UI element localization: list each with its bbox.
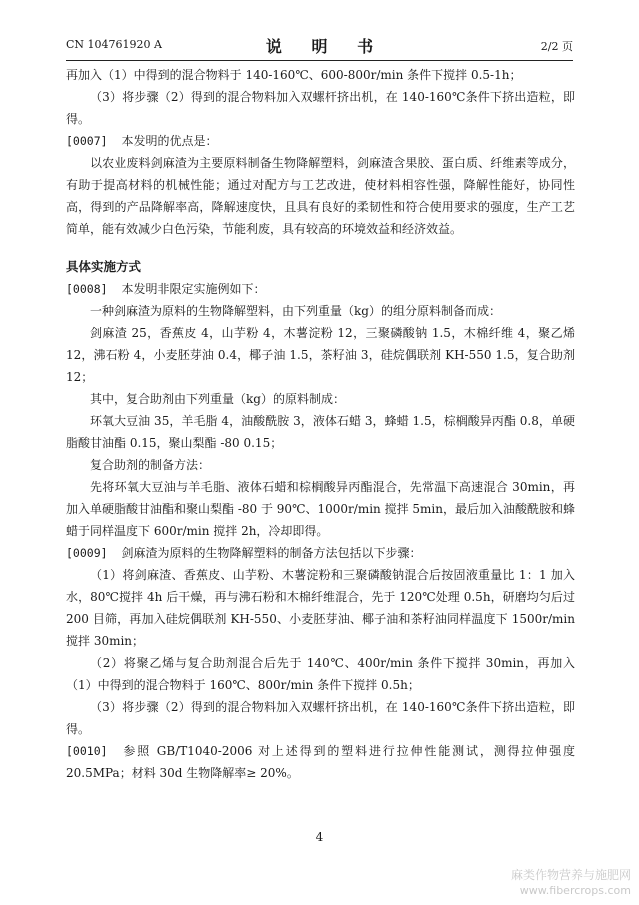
- paragraph: （3）将步骤（2）得到的混合物料加入双螺杆挤出机，在 140-160℃条件下挤出造粒，即得。: [66, 700, 575, 736]
- paragraph: [0009] 剑麻渣为原料的生物降解塑料的制备方法包括以下步骤：: [66, 546, 422, 560]
- document-body: [66, 64, 575, 784]
- paragraph: 先将环氧大豆油与羊毛脂、液体石蜡和棕榈酸异丙酯混合，先常温下高速混合 30min，再加入单硬脂酸甘油酯和聚山梨酯 -80 于 90℃、1000r/min 搅拌 5min，最后加入油酸酰胺和蜂蜡于同样温度下 600r/min 搅拌 2h，冷却即得。: [66, 480, 575, 538]
- section-heading: 具体实施方式: [66, 259, 142, 274]
- page-number: 4: [315, 830, 324, 844]
- paragraph: 一种剑麻渣为原料的生物降解塑料，由下列重量（kg）的组分原料制备而成：: [90, 304, 501, 318]
- paragraph: 再加入（1）中得到的混合物料于 140-160℃、600-800r/min 条件下搅拌 0.5-1h；: [66, 68, 522, 82]
- page-title: 说 明 书: [265, 37, 386, 56]
- paragraph-number: [0010]: [66, 744, 108, 758]
- paragraph-number: [0009]: [66, 546, 108, 560]
- paragraph: 复合助剂的制备方法：: [90, 458, 211, 472]
- watermark-url: www.fibercrops.com: [519, 884, 631, 897]
- paragraph-number: [0007]: [66, 134, 108, 148]
- paragraph: [0008] 本发明非限定实施例如下：: [66, 282, 266, 296]
- paragraph: 其中，复合助剂由下列重量（kg）的原料制成：: [90, 392, 345, 406]
- patent-number: CN 104761920 A: [66, 38, 162, 51]
- page-indicator: 2/2 页: [540, 40, 573, 53]
- paragraph: [0007] 本发明的优点是：: [66, 134, 218, 148]
- paragraph: 以农业废料剑麻渣为主要原料制备生物降解塑料，剑麻渣含果胶、蛋白质、纤维素等成分，有助于提高材料的机械性能；通过对配方与工艺改进，使材料相容性强，降解性能好，协同性高，得到的产品降解率高，降解速度快，且具有良好的柔韧性和符合使用要求的强度，生产工艺简单，能有效减少白色污染，节能利废，具有较高的环境效益和经济效益。: [66, 156, 575, 236]
- paragraph: （3）将步骤（2）得到的混合物料加入双螺杆挤出机，在 140-160℃条件下挤出造粒，即得。: [66, 90, 575, 126]
- paragraph: 环氧大豆油 35，羊毛脂 4，油酸酰胺 3，液体石蜡 3，蜂蜡 1.5，棕榈酸异丙酯 0.8，单硬脂酸甘油酯 0.15，聚山梨酯 -80 0.15；: [66, 414, 575, 450]
- paragraph: （1）将剑麻渣、香蕉皮、山芋粉、木薯淀粉和三聚磷酸钠混合后按固液重量比 1：1 加入水，80℃搅拌 4h 后干燥，再与沸石粉和木棉纤维混合，先于 120℃处理 0.5h，研磨均匀后过 200 目筛，再加入硅烷偶联剂 KH-550、小麦胚芽油、椰子油和茶籽油同样温度下 1500r/min 搅拌 30min；: [66, 568, 575, 648]
- page-header: [66, 34, 573, 56]
- paragraph: （2）将聚乙烯与复合助剂混合后先于 140℃、400r/min 条件下搅拌 30min，再加入（1）中得到的混合物料于 160℃、800r/min 条件下搅拌 0.5h；: [66, 656, 575, 692]
- watermark-text: 麻类作物营养与施肥网: [510, 868, 631, 882]
- paragraph: 剑麻渣 25，香蕉皮 4，山芋粉 4，木薯淀粉 12，三聚磷酸钠 1.5，木棉纤维 4，聚乙烯 12，沸石粉 4，小麦胚芽油 0.4，椰子油 1.5，茶籽油 3，硅烷偶联剂 KH-550 1.5，复合助剂 12；: [66, 326, 575, 384]
- header-divider: [66, 60, 573, 61]
- paragraph-number: [0008]: [66, 282, 108, 296]
- paragraph: [0010] 参照 GB/T1040-2006 对上述得到的塑料进行拉伸性能测试，测得拉伸强度 20.5MPa；材料 30d 生物降解率≥ 20%。: [66, 744, 575, 780]
